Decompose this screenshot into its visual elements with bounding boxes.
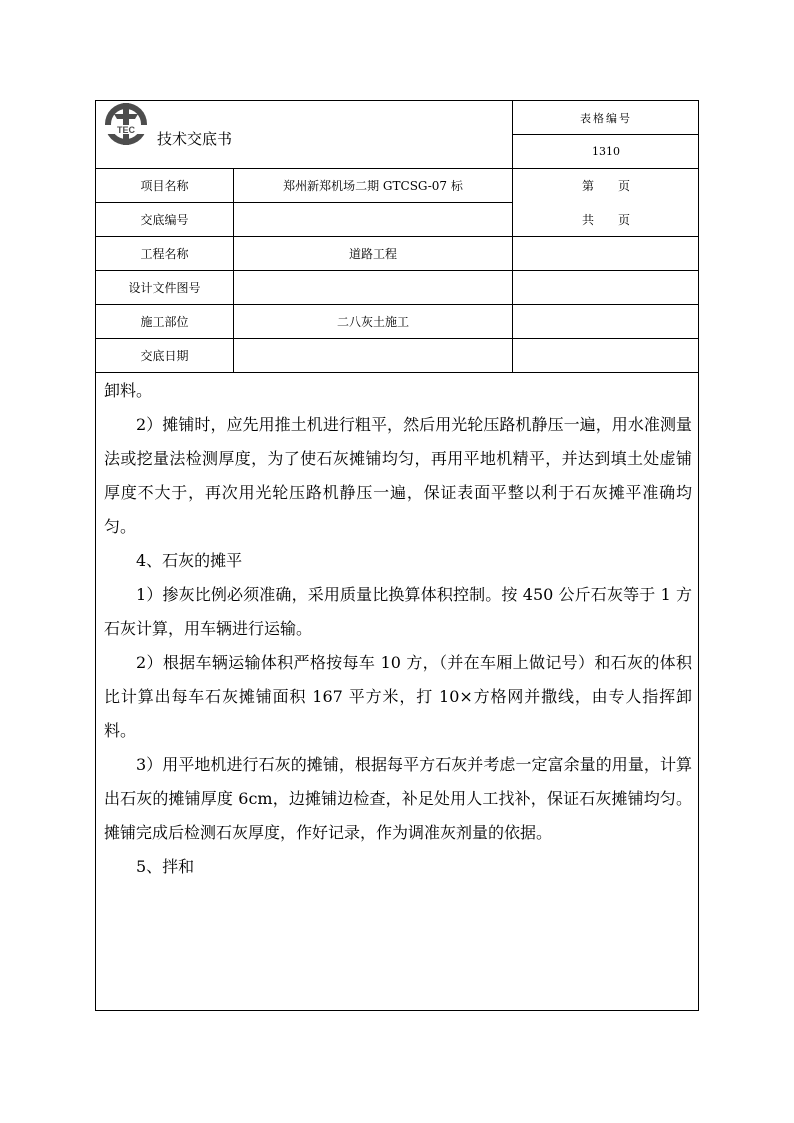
section-heading: 5、拌和 bbox=[136, 857, 195, 876]
content-paragraph: 2）根据车辆运输体积严格按每车 10 方，（并在车厢上做记号）和石灰的体积比计算出每车石灰摊铺面积 167 平方米，打 10×方格网并撒线，由专人指挥卸料。 bbox=[104, 653, 692, 740]
disclosure-number-value bbox=[234, 203, 512, 236]
content-paragraph: 2）摊铺时，应先用推土机进行粗平，然后用光轮压路机静压一遍，用水准测量法或挖量法检测厚度，为了使石灰摊铺均匀，再用平地机精平，并达到填土处虚铺厚度不大于，再次用光轮压路机静压一遍，保证表面平整以利于石灰摊平准确均匀。 bbox=[104, 415, 692, 536]
construction-part-value: 二八灰土施工 bbox=[336, 315, 409, 329]
construction-part-label: 施工部位 bbox=[140, 315, 189, 329]
page-number-label: 第 页 bbox=[581, 179, 630, 193]
total-pages-label: 共 页 bbox=[581, 213, 630, 227]
form-number-value: 1310 bbox=[592, 145, 620, 158]
content-paragraph: 1）掺灰比例必须准确，采用质量比换算体积控制。按 450 公斤石灰等于 1 方石灰计算，用车辆进行运输。 bbox=[104, 585, 692, 638]
grid-line bbox=[95, 372, 699, 373]
company-logo bbox=[102, 100, 150, 148]
disclosure-date-value bbox=[234, 339, 512, 372]
design-doc-label: 设计文件图号 bbox=[128, 281, 201, 295]
engineering-name-label: 工程名称 bbox=[140, 247, 189, 261]
project-name-value: 郑州新郑机场二期 GTCSG-07 标 bbox=[283, 179, 463, 193]
disclosure-number-label: 交底编号 bbox=[140, 213, 189, 227]
section-heading: 4、石灰的摊平 bbox=[136, 551, 243, 570]
disclosure-content bbox=[104, 374, 692, 884]
form-number-label: 表格编号 bbox=[580, 111, 632, 125]
design-doc-value bbox=[234, 271, 512, 304]
document-title: 技术交底书 bbox=[157, 130, 233, 148]
content-paragraph: 卸料。 bbox=[104, 381, 153, 400]
content-paragraph: 3）用平地机进行石灰的摊铺，根据每平方石灰并考虑一定富余量的用量，计算出石灰的摊铺厚度 6cm，边摊铺边检查，补足处用人工找补，保证石灰摊铺均匀。摊铺完成后检测石灰厚度，作好记录，作为调准灰剂量的依据。 bbox=[104, 755, 692, 842]
logo-text: TEC bbox=[117, 125, 135, 135]
engineering-name-value: 道路工程 bbox=[348, 247, 397, 261]
project-name-label: 项目名称 bbox=[140, 179, 189, 193]
disclosure-date-label: 交底日期 bbox=[140, 349, 189, 363]
